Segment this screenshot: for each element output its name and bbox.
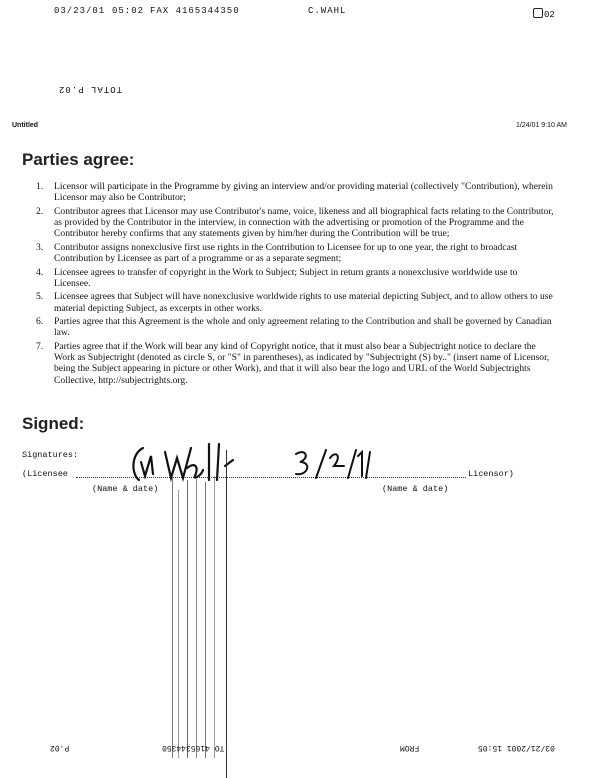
term-item [32,267,556,289]
name-date-right: (Name & date) [382,484,449,494]
fax-header-date: 03/23/01 [54,6,106,16]
licensor-label: Licensor) [468,469,514,479]
doc-title: Untitled [12,122,39,129]
term-number: 3. [36,241,44,253]
term-item [32,242,556,264]
fax-header-time: 05:02 [112,6,145,16]
term-item [32,291,556,313]
fax-footer-page: P.02 [50,743,70,752]
term-number: 2. [36,205,44,217]
fax-total-inverted: TOTAL P.02 [58,84,123,94]
term-text: Licensor will participate in the Programme by giving an interview and/or providing material (collectively "Contribution), wherein Licensor may also be Contributor; [54,181,553,204]
signed-heading: Signed: [22,414,85,433]
term-number: 4. [36,266,44,278]
scan-streak [172,476,173,758]
fax-header-name: C.WAHL [308,6,347,16]
handwritten-signature [125,440,245,486]
term-text: Licensee agrees to transfer of copyright in the Work to Subject; Subject in return grants a nonexclusive worldwide use to Licensee. [54,266,518,289]
scan-streak [205,482,206,758]
term-number: 5. [36,291,44,303]
fax-header-number: FAX 4165344350 [150,6,240,16]
scan-streak [226,450,227,778]
term-text: Licensee agrees that Subject will have nonexclusive worldwide rights to use material depicting Subject, and to allow others to use material depicting Subject, as excerpts in other works. [54,291,553,314]
name-date-left: (Name & date) [92,484,159,494]
term-item [32,316,556,338]
fax-footer-to: TO 4165344350 [162,743,225,752]
scan-streak [196,478,197,758]
term-number: 1. [36,181,44,192]
term-item [32,341,556,386]
handwritten-date [292,448,372,484]
term-item [32,181,556,203]
licensee-label: (Licensee [22,469,68,479]
fax-page-badge [533,8,555,20]
term-item [32,206,556,240]
scan-streak [178,490,179,758]
doc-datetime: 1/24/01 9:10 AM [516,122,567,129]
term-text: Parties agree that if the Work will bear any kind of Copyright notice, that it must also bear a Subjectright notice to declare the Work as Subjectright (denoted as circle S, or "S" in parentheses), as indicated by "Subjectright (S) by.." (insert name of Licensor, being the Subject appearing in picture or other Work), and that it will also bear the logo and URL of the World Subjectrights Collective, http://subjectrights.org. [54,340,550,386]
terms-list [32,181,556,388]
term-text: Contributor agrees that Licensor may use Contributor's name, voice, likeness and all biographical facts relating to the Contributor, as provided by the Contributor in the interview, in connection with the advertising or promotion of the Programme and the Contributor hereby confirms that any statements given by him/her during the Contribution will be true; [54,205,554,240]
term-number: 6. [36,316,44,328]
page-box-icon [533,8,543,18]
signatures-label: Signatures: [22,450,79,460]
scan-streak [187,480,188,758]
fax-footer-datetime: 03/21/2001 15:05 [478,743,555,752]
fax-page-number: 02 [544,10,555,20]
term-text: Contributor assigns nonexclusive first use rights in the Contribution to Licensee for up to one year, the right to broadcast Contribution by Licensee as part of a programme or as a separate segment; [54,241,518,264]
term-text: Parties agree that this Agreement is the whole and only agreement relating to the Contribution and shall be governed by Canadian law. [54,316,552,339]
term-number: 7. [36,340,44,352]
fax-footer-from: FROM [400,743,420,752]
scan-streak [214,476,215,758]
parties-heading: Parties agree: [22,150,135,169]
